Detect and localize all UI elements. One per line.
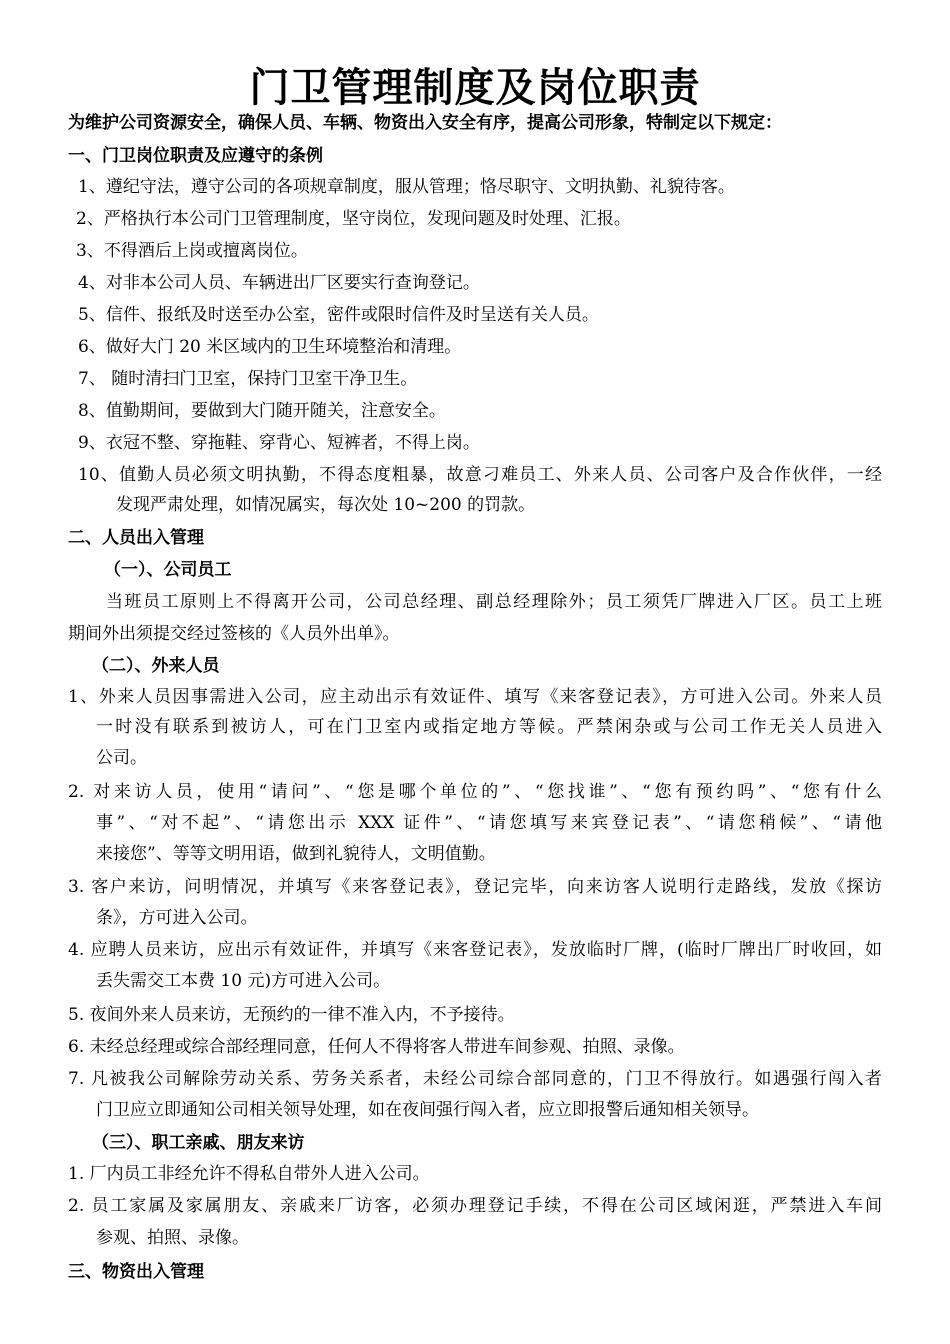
list-item: 8、值勤期间，要做到大门随开随关，注意安全。	[78, 401, 446, 421]
section-heading: 二、人员出入管理	[68, 528, 204, 548]
list-item: 2. 员工家属及家属朋友、亲戚来厂访客，必须办理登记手续，不得在公司区域闲逛，严禁进入车间	[68, 1196, 882, 1216]
list-item: 2、严格执行本公司门卫管理制度，坚守岗位，发现问题及时处理、汇报。	[76, 209, 631, 229]
page-title: 门卫管理制度及岗位职责	[249, 64, 701, 111]
list-item-continuation: 事”、“对不起”、“请您出示 XXX 证件”、“请您填写来宾登记表”、“请您稍候”、“请他	[96, 813, 882, 833]
list-item-continuation: 发现严肃处理，如情况属实，每次处 10~200 的罚款。	[116, 495, 536, 515]
list-item-continuation: 来接您”、等等文明用语，做到礼貌待人，文明值勤。	[96, 844, 496, 864]
list-item: 10、值勤人员必须文明执勤，不得态度粗暴，故意刁难员工、外来人员、公司客户及合作伙伴，一经	[78, 465, 882, 485]
list-item-continuation: 参观、拍照、录像。	[96, 1228, 249, 1248]
list-item: 2. 对来访人员，使用“请问”、“您是哪个单位的”、“您找谁”、“您有预约吗”、“您有什么	[68, 782, 882, 802]
list-item: 1. 厂内员工非经允许不得私自带外人进入公司。	[68, 1164, 430, 1184]
list-item-continuation: 公司。	[96, 748, 147, 768]
list-item: 6、做好大门 20 米区域内的卫生环境整治和清理。	[78, 337, 462, 357]
list-item: 5、信件、报纸及时送至办公室，密件或限时信件及时呈送有关人员。	[78, 305, 599, 325]
list-item: 7、 随时清扫门卫室，保持门卫室干净卫生。	[78, 369, 418, 389]
section-heading: 三、物资出入管理	[68, 1262, 204, 1282]
list-item: 4. 应聘人员来访，应出示有效证件，并填写《来客登记表》，发放临时厂牌，(临时厂牌出厂时收回，如	[68, 940, 882, 960]
section-heading: 一、门卫岗位职责及应遵守的条例	[68, 146, 323, 166]
paragraph-line: 当班员工原则上不得离开公司，公司总经理、副总经理除外；员工须凭厂牌进入厂区。员工上班	[106, 592, 882, 612]
list-item: 1、遵纪守法，遵守公司的各项规章制度，服从管理；恪尽职守、文明执勤、礼貌待客。	[78, 177, 735, 197]
subsection-heading: （二）、外来人员	[92, 656, 220, 676]
list-item: 5. 夜间外来人员来访，无预约的一律不准入内，不予接待。	[68, 1005, 515, 1025]
list-item: 3、不得酒后上岗或擅离岗位。	[76, 241, 308, 261]
list-item: 6. 未经总经理或综合部经理同意，任何人不得将客人带进车间参观、拍照、录像。	[68, 1037, 685, 1057]
list-item-continuation: 一时没有联系到被访人，可在门卫室内或指定地方等候。严禁闲杂或与公司工作无关人员进入	[96, 717, 882, 737]
list-item: 9、衣冠不整、穿拖鞋、穿背心、短裤者，不得上岗。	[78, 433, 480, 453]
list-item: 3. 客户来访，问明情况，并填写《来客登记表》，登记完毕，向来访客人说明行走路线，发放《探访	[68, 877, 882, 897]
list-item-continuation: 条》，方可进入公司。	[96, 908, 258, 928]
intro-text: 为维护公司资源安全，确保人员、车辆、物资出入安全有序，提高公司形象，特制定以下规定：	[68, 113, 782, 133]
list-item: 1、外来人员因事需进入公司，应主动出示有效证件、填写《来客登记表》，方可进入公司。外来人员	[68, 687, 882, 707]
subsection-heading: （一）、公司员工	[104, 560, 232, 580]
list-item: 7. 凡被我公司解除劳动关系、劳务关系者，未经公司综合部同意的，门卫不得放行。如遇强行闯入者	[68, 1069, 882, 1089]
list-item-continuation: 丢失需交工本费 10 元)方可进入公司。	[96, 971, 391, 991]
list-item-continuation: 门卫应立即通知公司相关领导处理，如在夜间强行闯入者，应立即报警后通知相关领导。	[96, 1100, 759, 1120]
paragraph-line: 期间外出须提交经过签核的《人员外出单》。	[68, 624, 400, 644]
subsection-heading: （三）、职工亲戚、朋友来访	[92, 1133, 305, 1153]
list-item: 4、对非本公司人员、车辆进出厂区要实行查询登记。	[78, 273, 480, 293]
